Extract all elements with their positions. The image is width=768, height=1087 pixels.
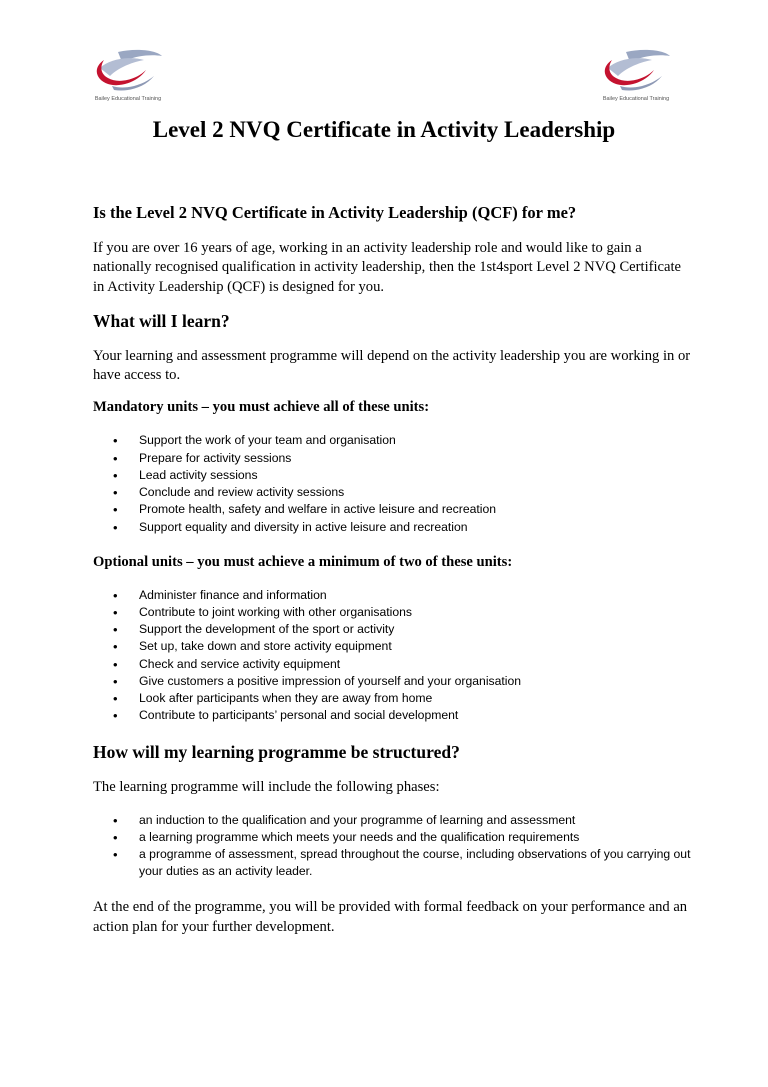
logo-left: [88, 46, 168, 108]
phases-list: [93, 812, 693, 881]
list-item: • Support the work of your team and organisation: [113, 432, 693, 449]
document-body: [93, 203, 693, 951]
list-item: • an induction to the qualification and your programme of learning and assessment: [113, 812, 693, 829]
swoosh-logo-icon: [88, 46, 168, 94]
logo-caption: Bailey Educational Training: [602, 96, 670, 102]
list-item: • Administer finance and information: [113, 587, 693, 604]
optional-units-list: [93, 587, 693, 725]
list-item: • Promote health, safety and welfare in active leisure and recreation: [113, 501, 693, 518]
swoosh-logo-icon: [596, 46, 676, 94]
list-item: • Look after participants when they are away from home: [113, 690, 693, 707]
structure-heading: How will my learning programme be structured?: [93, 742, 460, 763]
closing-paragraph: At the end of the programme, you will be provided with formal feedback on your performance and an action plan for your further development.: [93, 899, 688, 935]
list-item: • Contribute to joint working with other organisations: [113, 604, 693, 621]
list-item: • Conclude and review activity sessions: [113, 484, 693, 501]
mandatory-units-list: [93, 432, 693, 535]
list-item: • Contribute to participants’ personal and social development: [113, 707, 693, 724]
logo-right: [596, 46, 676, 108]
list-item: • Lead activity sessions: [113, 467, 693, 484]
logo-caption: Bailey Educational Training: [94, 96, 162, 102]
list-item: • Set up, take down and store activity equipment: [113, 638, 693, 655]
structure-paragraph: The learning programme will include the following phases:: [93, 779, 440, 796]
intro-paragraph: If you are over 16 years of age, working in an activity leadership role and would like to gain a nationally recognised qualification in activity leadership, then the 1st4sport Level 2 NVQ Certificate in Activity Leadership (QCF) is designed for you.: [93, 240, 682, 295]
intro-heading: Is the Level 2 NVQ Certificate in Activity Leadership (QCF) for me?: [93, 203, 577, 222]
list-item: • Prepare for activity sessions: [113, 450, 693, 467]
page-title: Level 2 NVQ Certificate in Activity Leadership: [152, 117, 616, 142]
learn-heading: What will I learn?: [93, 310, 230, 331]
mandatory-units-label: Mandatory units – you must achieve all of these units:: [93, 399, 430, 416]
list-item: • Support the development of the sport or activity: [113, 621, 693, 638]
list-item: • a learning programme which meets your needs and the qualification requirements: [113, 829, 693, 846]
list-item: • Give customers a positive impression of yourself and your organisation: [113, 673, 693, 690]
optional-units-label: Optional units – you must achieve a minimum of two of these units:: [93, 553, 513, 570]
list-item: • Support equality and diversity in active leisure and recreation: [113, 519, 693, 536]
list-item: • Check and service activity equipment: [113, 656, 693, 673]
learn-paragraph: Your learning and assessment programme will depend on the activity leadership you are working in or have access to.: [93, 347, 691, 384]
list-item: • a programme of assessment, spread throughout the course, including observations of you carrying out your duties as an activity leader.: [113, 846, 693, 880]
